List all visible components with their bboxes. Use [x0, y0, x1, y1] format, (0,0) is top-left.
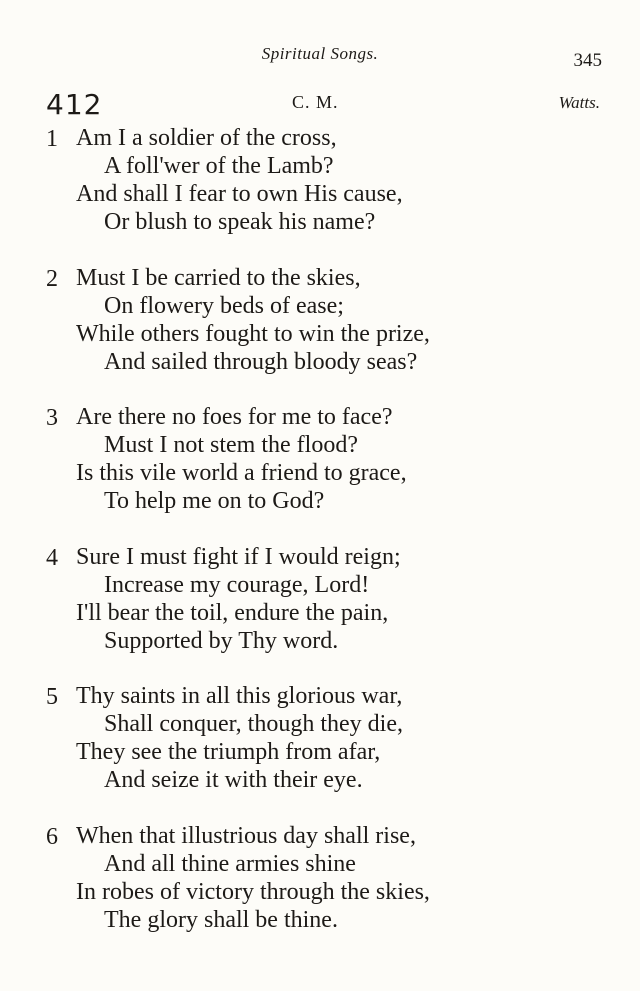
- stanza: [0, 399, 640, 539]
- verse-line: And sailed through bloody seas?: [104, 348, 418, 375]
- verse-line: Must I not stem the flood?: [104, 432, 358, 458]
- stanza-number: 5: [46, 684, 58, 710]
- stanza: [0, 120, 640, 260]
- hymn-number: 412: [46, 88, 103, 121]
- hymn-text: [0, 120, 640, 957]
- stanza-number: 3: [46, 405, 58, 431]
- verse-line: While others fought to win the prize,: [76, 320, 430, 347]
- verse-line: A foll'wer of the Lamb?: [104, 153, 334, 179]
- verse-line: Must I be carried to the skies,: [76, 264, 361, 291]
- verse-line: Are there no foes for me to face?: [76, 404, 393, 430]
- hymn-meter: C. M.: [292, 92, 339, 112]
- verse-line: When that illustrious day shall rise,: [76, 822, 416, 849]
- verse-line: The glory shall be thine.: [104, 906, 338, 933]
- verse-line: Increase my courage, Lord!: [104, 571, 370, 598]
- stanza-number: 2: [46, 265, 58, 292]
- verse-line: And all thine armies shine: [104, 850, 356, 877]
- hymn-author: Watts.: [558, 93, 600, 112]
- verse-line: Shall conquer, though they die,: [104, 711, 403, 737]
- page-number: 345: [573, 50, 602, 71]
- verse-line: And seize it with their eye.: [104, 767, 363, 793]
- verse-line: I'll bear the toil, endure the pain,: [76, 599, 389, 626]
- verse-line: In robes of victory through the skies,: [76, 878, 430, 905]
- verse-line: To help me on to God?: [104, 488, 325, 514]
- verse-line: Or blush to speak his name?: [104, 209, 376, 235]
- stanza-number: 6: [46, 823, 58, 850]
- verse-line: Sure I must fight if I would reign;: [76, 543, 401, 570]
- stanza: [0, 818, 640, 958]
- verse-line: They see the triumph from afar,: [76, 739, 381, 765]
- verse-line: Is this vile world a friend to grace,: [76, 460, 407, 486]
- verse-line: On flowery beds of ease;: [104, 292, 344, 319]
- stanza: [0, 260, 640, 400]
- verse-line: Am I a soldier of the cross,: [76, 125, 337, 151]
- stanza: [0, 539, 640, 679]
- stanza: [0, 678, 640, 818]
- hymn-header: [0, 88, 640, 120]
- verse-line: Supported by Thy word.: [104, 627, 339, 654]
- stanza-number: 4: [46, 544, 58, 571]
- verse-line: Thy saints in all this glorious war,: [76, 683, 403, 709]
- verse-line: And shall I fear to own His cause,: [76, 181, 403, 207]
- running-head: Spiritual Songs.: [261, 44, 379, 63]
- stanza-number: 1: [46, 126, 58, 152]
